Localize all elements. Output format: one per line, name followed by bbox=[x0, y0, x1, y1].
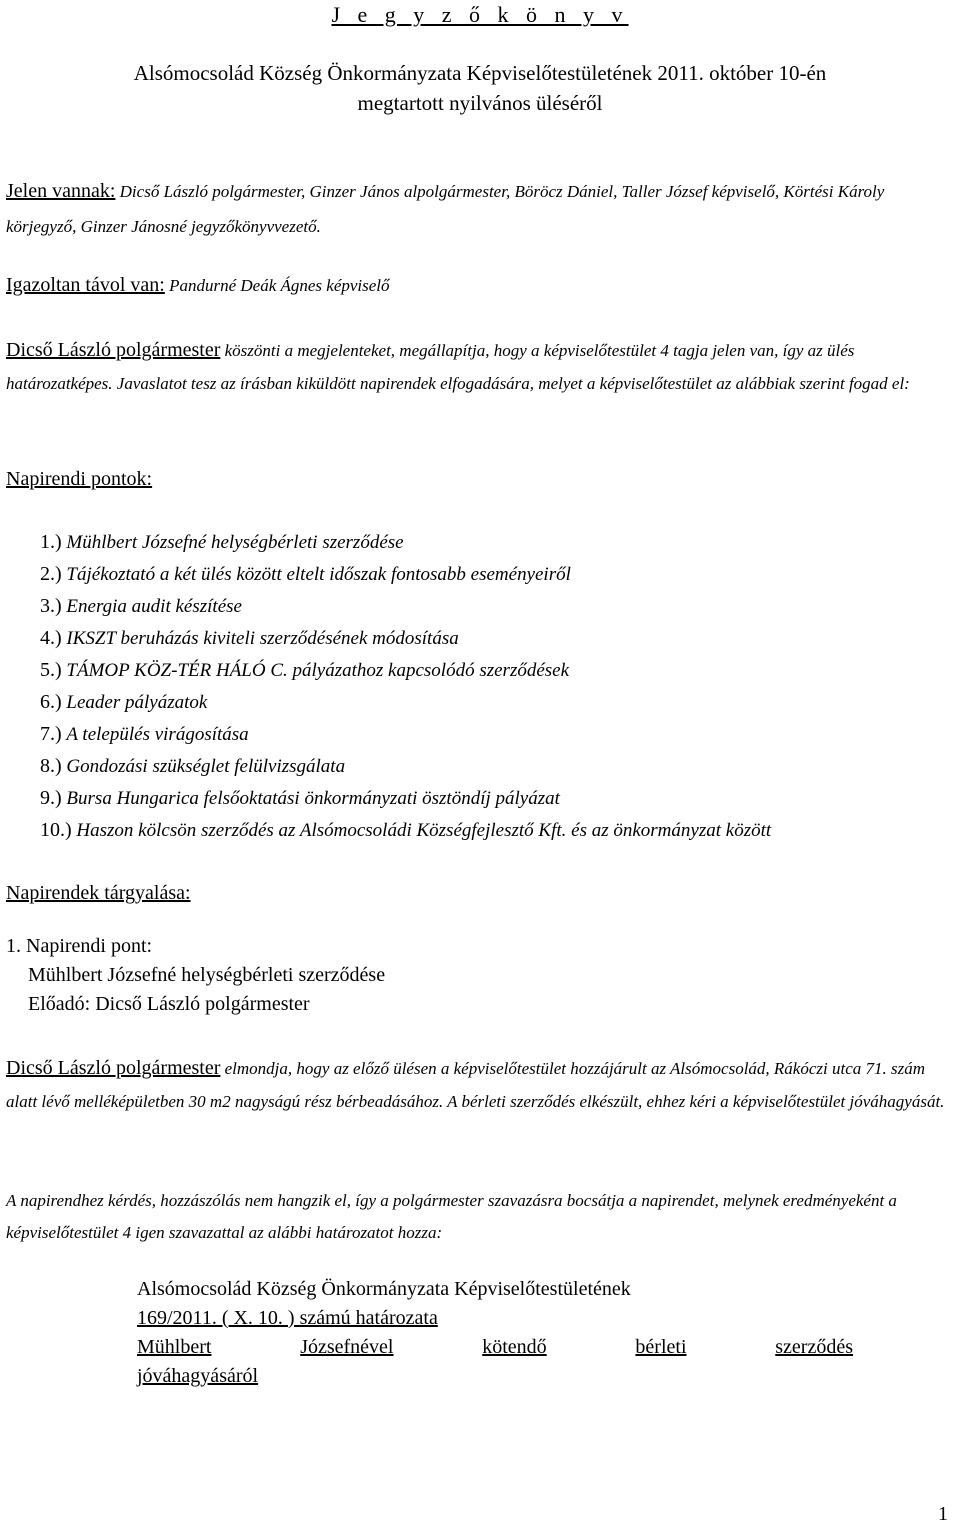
absent-label: Igazoltan távol van: bbox=[6, 274, 165, 296]
absent-paragraph bbox=[6, 268, 956, 303]
resolution-line-4: jóváhagyásáról bbox=[137, 1365, 259, 1387]
item1-body bbox=[6, 1052, 956, 1118]
document-title: J e g y z ő k ö n y v bbox=[331, 2, 629, 27]
agenda-item: 3.) Energia audit készítése bbox=[40, 595, 242, 617]
agenda-item: 8.) Gondozási szükséglet felülvizsgálata bbox=[40, 755, 346, 777]
present-label: Jelen vannak: bbox=[6, 180, 116, 202]
agenda-item: 2.) Tájékoztató a két ülés között eltelt időszak fontosabb eseményeiről bbox=[40, 563, 571, 585]
item1-speaker: Dicső László polgármester bbox=[6, 1057, 221, 1079]
item1-subject: Mühlbert Józsefné helységbérleti szerződése bbox=[28, 964, 386, 986]
agenda-item: 10.) Haszon kölcsön szerződés az Alsómocsoládi Községfejlesztő Kft. és az önkormányzat között bbox=[40, 819, 772, 841]
item1-heading: 1. Napirendi pont: bbox=[6, 935, 153, 957]
absent-text: Pandurné Deák Ágnes képviselő bbox=[164, 276, 390, 295]
item1-presenter: Előadó: Dicső László polgármester bbox=[28, 993, 310, 1015]
item1-header bbox=[6, 932, 956, 1019]
agenda-list bbox=[40, 526, 940, 846]
vote-paragraph: A napirendhez kérdés, hozzászólás nem hangzik el, így a polgármester szavazásra bocsátja a napirendet, melynek eredményeként a képviselőtestület 4 igen szavazattal az alábbi határozatot hozza: bbox=[6, 1191, 897, 1242]
agenda-item: 4.) IKSZT beruházás kiviteli szerződésének módosítása bbox=[40, 627, 459, 649]
agenda-item: 5.) TÁMOP KÖZ-TÉR HÁLÓ C. pályázathoz kapcsolódó szerződések bbox=[40, 659, 570, 681]
document-subtitle bbox=[0, 58, 960, 118]
agenda-item: 7.) A település virágosítása bbox=[40, 723, 249, 745]
present-text: Dicső László polgármester, Ginzer János alpolgármester, Böröcz Dániel, Taller József képviselő, Körtési Károly körjegyző, Ginzer Jánosné jegyzőkönyvvezető. bbox=[6, 182, 885, 236]
intro-paragraph bbox=[6, 334, 956, 400]
resolution-line-2: 169/2011. ( X. 10. ) számú határozata bbox=[137, 1307, 438, 1329]
present-paragraph bbox=[6, 174, 956, 244]
intro-text: köszönti a megjelenteket, megállapítja, hogy a képviselőtestület 4 tagja jelen van, így az ülés határozatképes. Javaslatot tesz az írásban kiküldött napirendek elfogadására, melyet a képviselőtestület az alábbiak szerint fogad el: bbox=[6, 341, 910, 393]
agenda-heading: Napirendi pontok: bbox=[6, 468, 153, 490]
page-number: 1 bbox=[938, 1503, 948, 1525]
discussion-heading: Napirendek tárgyalása: bbox=[6, 882, 191, 904]
agenda-item: 6.) Leader pályázatok bbox=[40, 691, 208, 713]
subtitle-line-1: Alsómocsolád Község Önkormányzata Képviselőtestületének 2011. október 10-én bbox=[133, 61, 827, 85]
item1-text: elmondja, hogy az előző ülésen a képviselőtestület hozzájárult az Alsómocsolád, Rákóczi utca 71. szám alatt lévő melléképületben 30 m2 nagyságú rész bérbeadásához. A bérleti szerződés elkészült, ehhez kéri a képviselőtestület jóváhagyását. bbox=[6, 1059, 945, 1111]
agenda-item: 9.) Bursa Hungarica felsőoktatási önkormányzati ösztöndíj pályázat bbox=[40, 787, 560, 809]
resolution-line-1: Alsómocsolád Község Önkormányzata Képviselőtestületének bbox=[137, 1278, 631, 1300]
resolution-line-3: Mühlbert Józsefnével kötendő bérleti szerződés bbox=[137, 1336, 853, 1358]
subtitle-line-2: megtartott nyilvános üléséről bbox=[357, 91, 603, 115]
agenda-item: 1.) Mühlbert Józsefné helységbérleti szerződése bbox=[40, 531, 404, 553]
intro-speaker: Dicső László polgármester bbox=[6, 339, 221, 361]
resolution-block bbox=[137, 1275, 853, 1391]
